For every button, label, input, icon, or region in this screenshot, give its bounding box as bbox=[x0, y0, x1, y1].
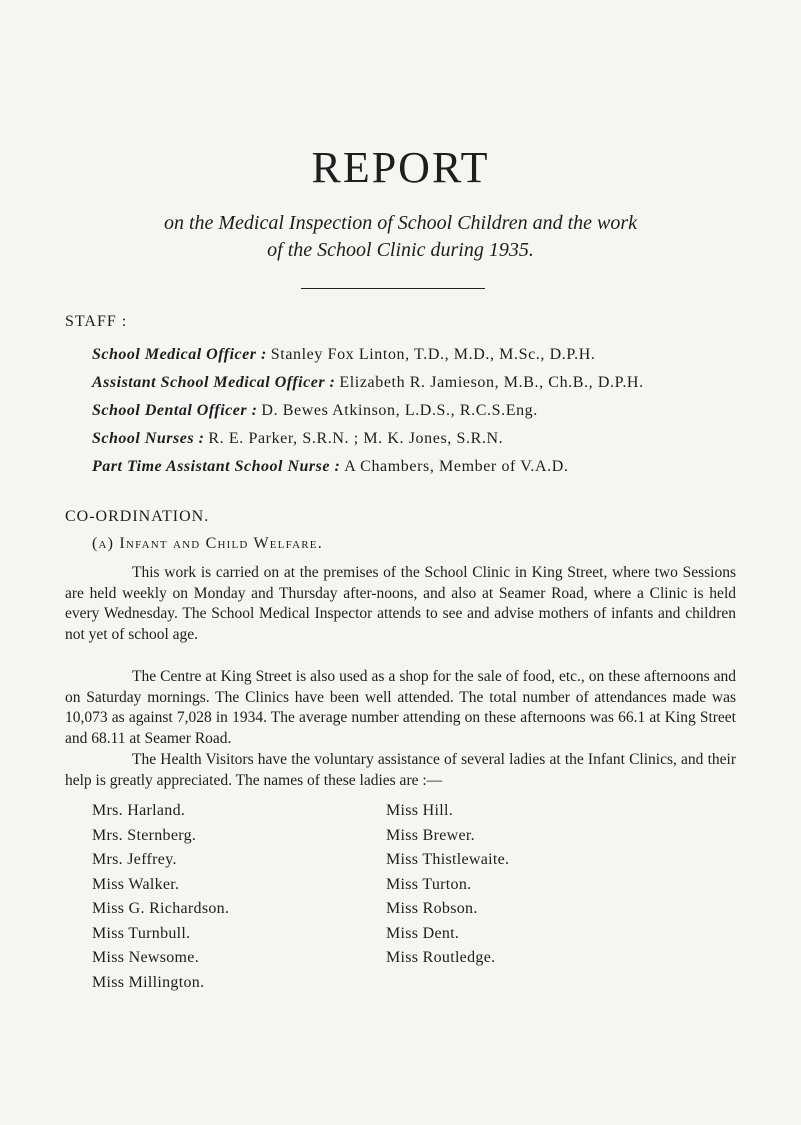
volunteer-names-right bbox=[386, 799, 509, 971]
staff-role: Part Time Assistant School Nurse : bbox=[92, 458, 341, 475]
staff-name: A Chambers, Member of V.A.D. bbox=[344, 458, 569, 475]
staff-row bbox=[92, 453, 792, 481]
volunteer-name: Miss Brewer. bbox=[386, 826, 475, 844]
divider-rule bbox=[301, 288, 485, 289]
volunteer-name: Miss Routledge. bbox=[386, 949, 496, 966]
volunteer-name: Miss Robson. bbox=[386, 900, 478, 917]
staff-role: School Medical Officer : bbox=[92, 346, 267, 363]
paragraph-clinic-sessions: This work is carried on at the premises of the School Clinic in King Street, where two Sessions are held weekly on Monday and Thursday after-noons, and also at Seamer Road, where a Clinic is held every Wednesday. The School Medical Inspector attends to see and advise mothers of infants and children not yet of school age. bbox=[65, 564, 736, 643]
staff-row bbox=[92, 369, 792, 397]
volunteer-name: Miss Dent. bbox=[386, 924, 460, 942]
volunteer-name: Miss Thistlewaite. bbox=[386, 851, 510, 868]
staff-row bbox=[92, 341, 792, 369]
staff-name: Stanley Fox Linton, T.D., M.D., M.Sc., D.P.H. bbox=[270, 346, 596, 363]
staff-name: Elizabeth R. Jamieson, M.B., Ch.B., D.P.H. bbox=[339, 374, 644, 391]
subtitle-line-1: on the Medical Inspection of School Children and the work bbox=[163, 212, 638, 234]
volunteer-name: Mrs. Harland. bbox=[92, 802, 186, 819]
coordination-heading: CO-ORDINATION. bbox=[65, 508, 210, 525]
staff-list bbox=[92, 341, 792, 481]
volunteer-name: Mrs. Sternberg. bbox=[92, 826, 197, 844]
paragraph-attendance: The Centre at King Street is also used as a shop for the sale of food, etc., on these afternoons and on Saturday mornings. The Clinics have been well attended. The total number of attendances made was 10,073 as against 7,028 in 1934. The average number attending on these afternoons was 66.1 at King Street and 68.11 at Seamer Road. bbox=[65, 668, 736, 747]
subtitle-line-2: of the School Clinic during 1935. bbox=[267, 239, 534, 261]
volunteer-name: Miss Newsome. bbox=[92, 949, 200, 966]
infant-welfare-heading: (a) Infant and Child Welfare. bbox=[92, 535, 323, 552]
volunteer-name: Miss Walker. bbox=[92, 875, 180, 893]
volunteer-name: Miss Turnbull. bbox=[92, 924, 191, 942]
volunteer-name: Mrs. Jeffrey. bbox=[92, 851, 177, 868]
staff-row bbox=[92, 425, 792, 453]
staff-role: School Nurses : bbox=[92, 430, 205, 447]
staff-role: Assistant School Medical Officer : bbox=[92, 374, 336, 391]
staff-name: D. Bewes Atkinson, L.D.S., R.C.S.Eng. bbox=[261, 402, 538, 419]
staff-role: School Dental Officer : bbox=[92, 402, 258, 419]
report-subtitle bbox=[0, 210, 801, 264]
paragraph-volunteers: The Health Visitors have the voluntary assistance of several ladies at the Infant Clinics, and their help is greatly appreciated. The names of these ladies are :— bbox=[65, 751, 736, 789]
volunteer-name: Miss Millington. bbox=[92, 973, 205, 991]
report-title: REPORT bbox=[311, 143, 490, 192]
staff-name: R. E. Parker, S.R.N. ; M. K. Jones, S.R.N. bbox=[208, 430, 504, 447]
staff-row bbox=[92, 397, 792, 425]
staff-heading: STAFF : bbox=[65, 313, 128, 330]
volunteer-name: Miss Turton. bbox=[386, 875, 472, 893]
volunteer-name: Miss Hill. bbox=[386, 802, 454, 819]
volunteer-name: Miss G. Richardson. bbox=[92, 900, 230, 917]
volunteer-names-left bbox=[92, 799, 229, 995]
